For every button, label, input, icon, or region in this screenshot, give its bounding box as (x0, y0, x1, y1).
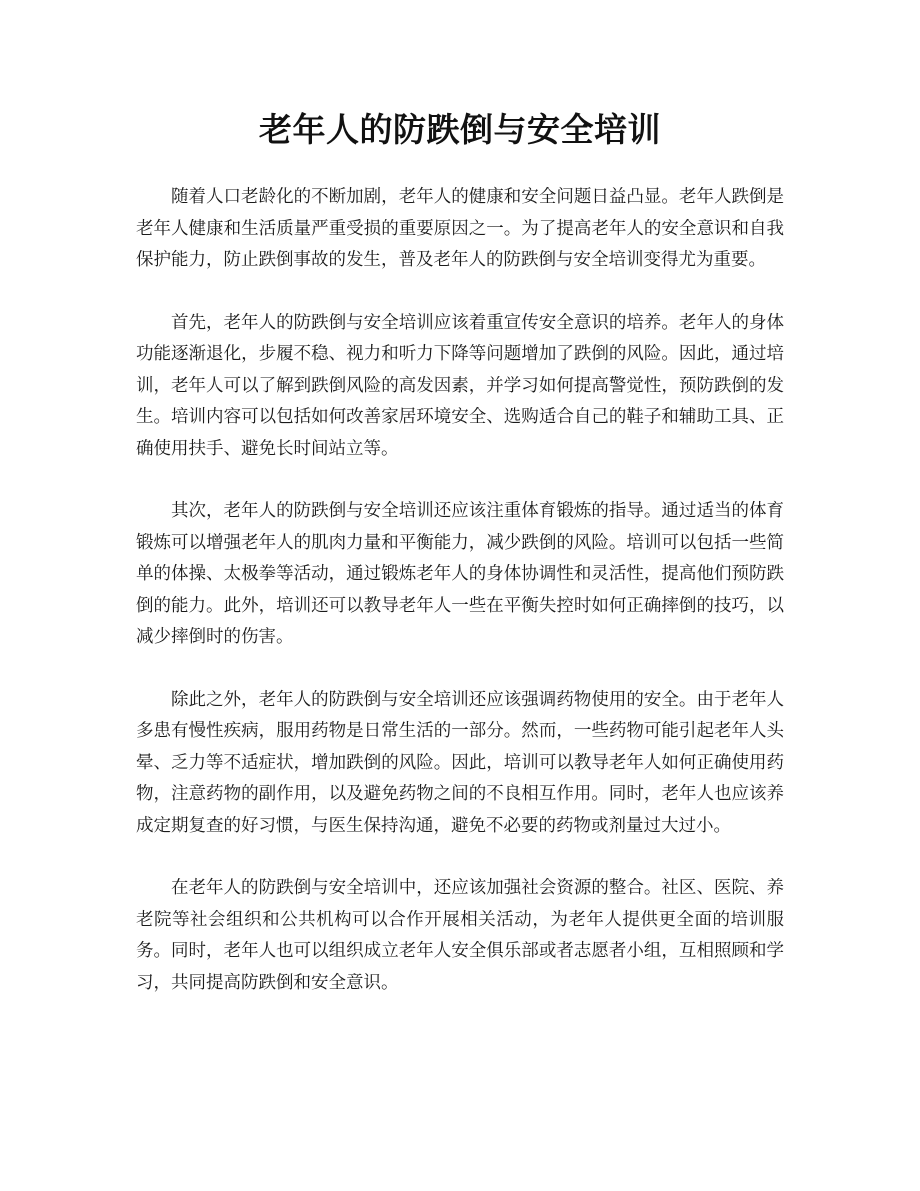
paragraph-safety-awareness: 首先，老年人的防跌倒与安全培训应该着重宣传安全意识的培养。老年人的身体功能逐渐退化，步履不稳、视力和听力下降等问题增加了跌倒的风险。因此，通过培训，老年人可以了解到跌倒风险的高发因素，并学习如何提高警觉性，预防跌倒的发生。培训内容可以包括如何改善家居环境安全、选购适合自己的鞋子和辅助工具、正确使用扶手、避免长时间站立等。 (136, 312, 784, 459)
document-body (136, 182, 784, 1030)
paragraph-physical-exercise: 其次，老年人的防跌倒与安全培训还应该注重体育锻炼的指导。通过适当的体育锻炼可以增强老年人的肌肉力量和平衡能力，减少跌倒的风险。培训可以包括一些简单的体操、太极拳等活动，通过锻炼老年人的身体协调性和灵活性，提高他们预防跌倒的能力。此外，培训还可以教导老年人一些在平衡失控时如何正确摔倒的技巧，以减少摔倒时的伤害。 (136, 501, 784, 647)
document-title: 老年人的防跌倒与安全培训 (259, 110, 661, 149)
paragraph-intro: 随着人口老龄化的不断加剧，老年人的健康和安全问题日益凸显。老年人跌倒是老年人健康和生活质量严重受损的重要原因之一。为了提高老年人的安全意识和自我保护能力，防止跌倒事故的发生，普及老年人的防跌倒与安全培训变得尤为重要。 (136, 187, 784, 270)
paragraph-medication-safety: 除此之外，老年人的防跌倒与安全培训还应该强调药物使用的安全。由于老年人多患有慢性疾病，服用药物是日常生活的一部分。然而，一些药物可能引起老年人头晕、乏力等不适症状，增加跌倒的风险。因此，培训可以教导老年人如何正确使用药物，注意药物的副作用，以及避免药物之间的不良相互作用。同时，老年人也应该养成定期复查的好习惯，与医生保持沟通，避免不必要的药物或剂量过大过小。 (136, 689, 784, 836)
paragraph-social-resources: 在老年人的防跌倒与安全培训中，还应该加强社会资源的整合。社区、医院、养老院等社会组织和公共机构可以合作开展相关活动，为老年人提供更全面的培训服务。同时，老年人也可以组织成立老年人安全俱乐部或者志愿者小组，互相照顾和学习，共同提高防跌倒和安全意识。 (136, 878, 784, 993)
